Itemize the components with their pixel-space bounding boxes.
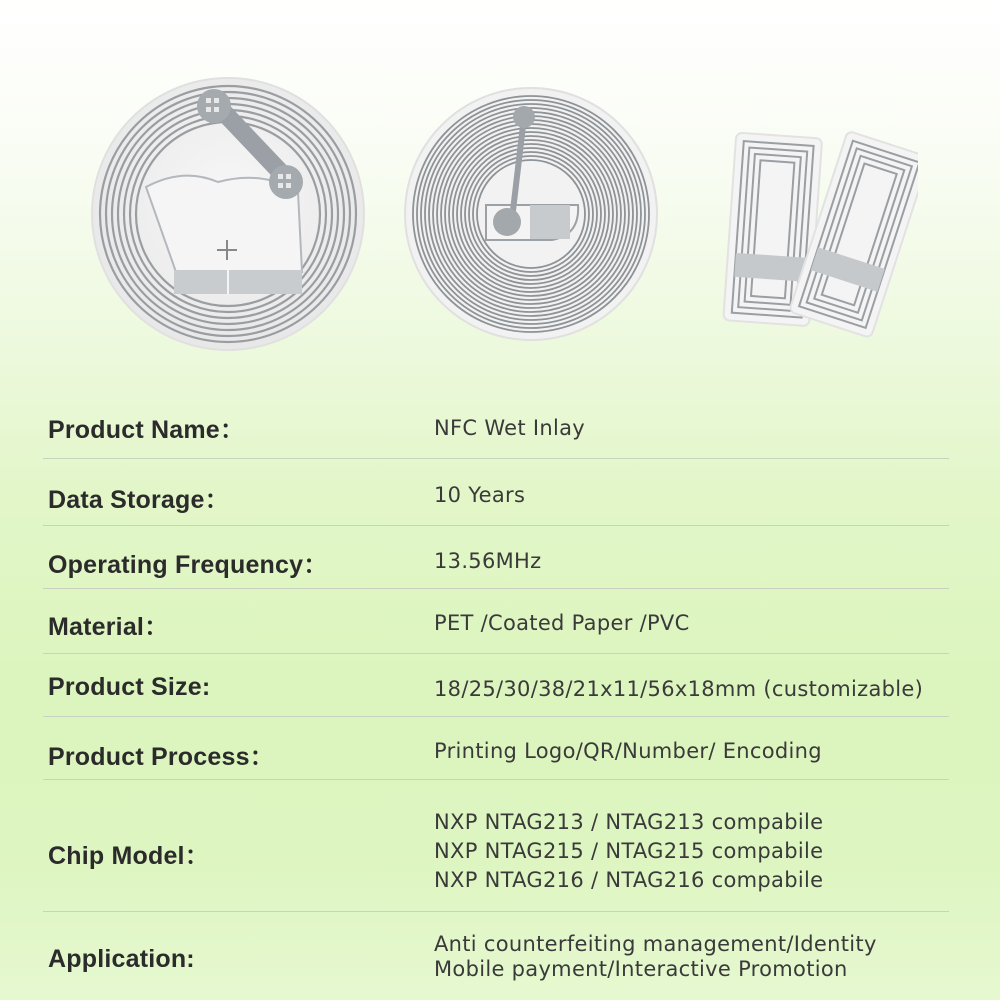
data-storage-label: Data Storage： xyxy=(48,486,230,514)
row-divider xyxy=(43,525,949,526)
chip-model-value-line-1: NXP NTAG213 / NTAG213 compabile xyxy=(434,810,824,834)
material-label: Material： xyxy=(48,613,170,641)
product-process-label: Product Process： xyxy=(48,743,275,771)
chip-model-value-line-2: NXP NTAG215 / NTAG215 compabile xyxy=(434,839,824,863)
row-divider xyxy=(43,779,949,780)
data-storage-value: 10 Years xyxy=(434,483,526,507)
row-divider xyxy=(43,911,949,912)
material-value: PET /Coated Paper /PVC xyxy=(434,611,690,635)
row-divider xyxy=(43,588,949,589)
product-size-value: 18/25/30/38/21x11/56x18mm (customizable) xyxy=(434,677,924,701)
application-label: Application: xyxy=(48,945,195,973)
operating-frequency-value: 13.56MHz xyxy=(434,549,542,573)
product-size-label: Product Size: xyxy=(48,673,211,701)
product-name-value: NFC Wet Inlay xyxy=(434,416,586,440)
application-value-line-2: Mobile payment/Interactive Promotion xyxy=(434,957,848,981)
product-name-label: Product Name： xyxy=(48,416,246,444)
chip-model-value-line-3: NXP NTAG216 / NTAG216 compabile xyxy=(434,868,824,892)
product-process-value: Printing Logo/QR/Number/ Encoding xyxy=(434,739,822,763)
chip-model-label: Chip Model： xyxy=(48,842,210,870)
application-value-line-1: Anti counterfeiting management/Identity xyxy=(434,932,877,956)
operating-frequency-label: Operating Frequency： xyxy=(48,551,329,579)
row-divider xyxy=(43,716,949,717)
row-divider xyxy=(43,458,949,459)
row-divider xyxy=(43,653,949,654)
